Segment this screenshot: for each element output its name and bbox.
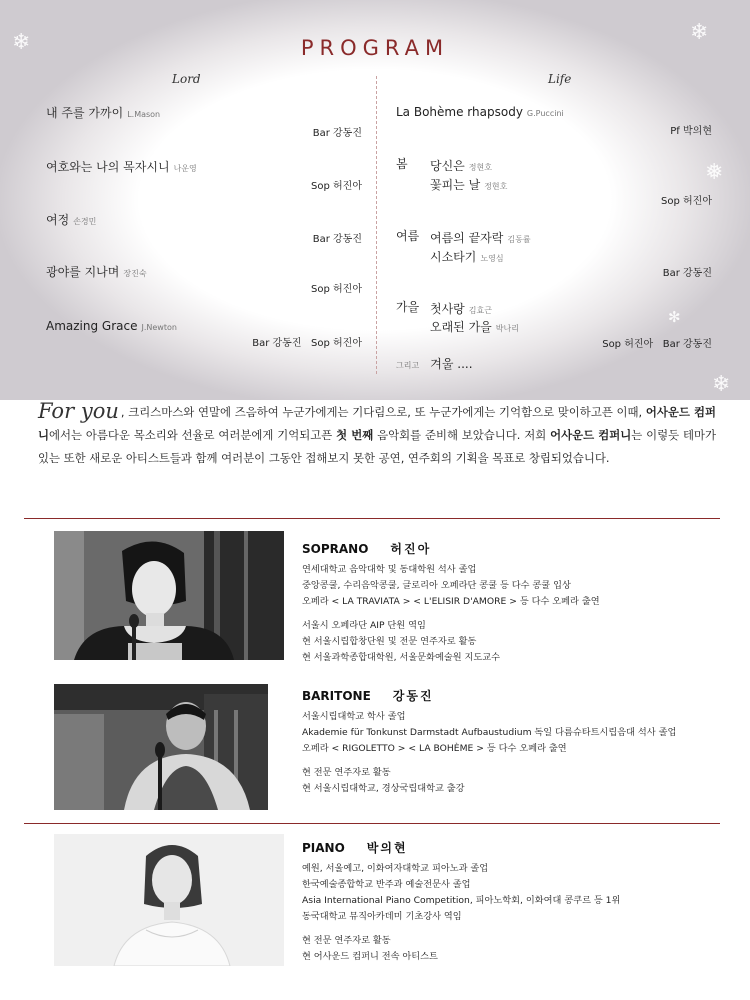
composer: 손경민 <box>73 217 97 226</box>
bio-line: 현 서울시립합창단원 및 전문 연주자로 활동 <box>302 636 477 647</box>
baritone-portrait-illustration <box>54 684 268 810</box>
bio-line: 서울시 오페라단 AIP 단원 역임 <box>302 620 426 631</box>
bio-line: 예원, 서울예고, 이화여자대학교 피아노과 졸업 <box>302 863 489 874</box>
program-item <box>46 315 177 334</box>
soprano-photo <box>54 531 284 660</box>
program-item <box>430 246 504 265</box>
bio-line: 한국예술종합학교 반주과 예술전문사 졸업 <box>302 879 471 890</box>
bio-line: 현 서울과학종합대학원, 서울문화예술원 지도교수 <box>302 652 501 663</box>
bio-line: 서울시립대학교 학사 졸업 <box>302 711 406 722</box>
performer: Sop 허진아 <box>311 284 362 295</box>
performer: Sop 허진아 <box>311 181 362 192</box>
section-rule <box>24 518 720 519</box>
pianist-portrait-illustration <box>54 834 284 966</box>
program-item <box>430 227 531 246</box>
song-title: Amazing Grace <box>46 319 138 333</box>
intro-paragraph <box>38 400 716 470</box>
program-item <box>46 261 147 280</box>
bio-line: 중앙콩쿨, 수리음악콩쿨, 글로리아 오페라단 콩쿨 등 다수 콩쿨 입상 <box>302 580 571 591</box>
song-title: 당신은 <box>430 159 465 173</box>
spacer <box>302 757 732 765</box>
snowflake-icon: ❄ <box>712 372 731 397</box>
role-label: PIANO <box>302 841 345 855</box>
performer: Pf 박의현 <box>670 126 712 137</box>
program-item <box>430 316 519 335</box>
composer: 박나리 <box>495 324 519 333</box>
program-item <box>46 156 197 175</box>
song-title: 여호와는 나의 목자시니 <box>46 160 170 174</box>
intro-text: 음악회를 준비해 보았습니다. 저희 <box>373 428 551 442</box>
program-item <box>396 101 564 120</box>
song-title: 광야를 지나며 <box>46 265 120 279</box>
bio-line: 현 전문 연주자로 활동 <box>302 767 391 778</box>
season-label: 여름 <box>396 229 420 243</box>
performer: Bar 강동진 <box>312 128 362 139</box>
snowflake-icon: ✻ <box>668 308 681 326</box>
snowflake-icon: ❄ <box>12 30 31 55</box>
composer: 노영심 <box>480 254 504 263</box>
composer: 김효근 <box>468 306 492 315</box>
finale-prefix: 그리고 <box>396 361 420 370</box>
composer: 정현호 <box>468 163 492 172</box>
performer: Sop 허진아 <box>661 196 712 207</box>
season-label: 가을 <box>396 300 420 314</box>
composer: L.Mason <box>127 110 161 119</box>
soprano-heading <box>302 540 431 557</box>
baritone-photo <box>54 684 268 810</box>
role-label: SOPRANO <box>302 542 369 556</box>
program-item <box>430 298 492 317</box>
performer: Bar 강동진 Sop 허진아 <box>252 338 362 349</box>
program-item <box>430 155 492 174</box>
section-rule <box>24 823 720 824</box>
bio-line: Akademie für Tonkunst Darmstadt Aufbaustudium 독일 다름슈타트시립음대 석사 졸업 <box>302 727 677 738</box>
intro-text: , 크리스마스와 연말에 즈음하여 누군가에게는 기다림으로, 또 누군가에게는 기억함으로 맞이하고픈 이때, <box>120 405 646 419</box>
composer: 장진숙 <box>123 269 147 278</box>
song-title: 여정 <box>46 213 70 227</box>
bio-line: 현 서울시립대학교, 경상국립대학교 출강 <box>302 783 465 794</box>
company-name: 어사운드 컴퍼니 <box>550 428 632 442</box>
bio-line: 오페라 < LA TRAVIATA > < L'ELISIR D'AMORE > 등 다수 오페라 출연 <box>302 596 600 607</box>
composer: 정현호 <box>484 182 508 191</box>
baritone-heading <box>302 687 434 704</box>
for-you-script: For you <box>38 399 119 423</box>
artist-name: 허진아 <box>390 542 432 556</box>
artist-name: 박의현 <box>366 841 408 855</box>
spacer <box>302 610 722 618</box>
performer: Bar 강동진 <box>312 234 362 245</box>
song-title: 오래된 가을 <box>430 320 492 334</box>
snowflake-icon: ❄ <box>690 20 709 45</box>
song-title: 시소타기 <box>430 250 477 264</box>
piano-heading <box>302 839 408 856</box>
composer: J.Newton <box>141 323 177 332</box>
finale <box>396 353 473 372</box>
song-title: 첫사랑 <box>430 302 465 316</box>
bio-line: 오페라 < RIGOLETTO > < LA BOHÈME > 등 다수 오페라 출연 <box>302 743 567 754</box>
bio-line: Asia International Piano Competition, 피아노학회, 이화여대 콩쿠르 등 1위 <box>302 895 621 906</box>
intro-text: 는 이렇듯 테마가 있는 또한 새로운 아티스트들과 함께 여러분이 그동안 접해보지 못한 공연, 연주회의 기획을 목표로 창립되었습니다. <box>38 428 716 465</box>
bio-line: 현 어사운드 컴퍼니 전속 아티스트 <box>302 951 438 962</box>
company-name: 어사운드 컴퍼니 <box>38 405 716 442</box>
column-divider <box>376 76 377 374</box>
composer: G.Puccini <box>526 109 564 118</box>
life-heading: Life <box>548 72 572 86</box>
soprano-portrait-illustration <box>54 531 284 660</box>
composer: 나운영 <box>173 164 197 173</box>
intro-text: 에서는 아름다운 목소리와 선율로 여러분에게 기억되고픈 <box>49 428 337 442</box>
piano-bio <box>302 861 722 965</box>
season-label: 봄 <box>396 157 408 171</box>
first-emphasis: 첫 번째 <box>336 428 374 442</box>
song-title: 여름의 끝자락 <box>430 231 504 245</box>
snowflake-icon: ❅ <box>705 160 724 185</box>
program-item <box>46 102 160 121</box>
finale-text: 겨울 .... <box>430 357 473 371</box>
program-title: PROGRAM <box>300 36 450 60</box>
program-item <box>46 209 96 228</box>
composer: 김동률 <box>507 235 531 244</box>
pianist-photo <box>54 834 284 966</box>
lord-heading: Lord <box>172 72 201 86</box>
artist-name: 강동진 <box>392 689 434 703</box>
bio-line: 연세대학교 음악대학 및 동대학원 석사 졸업 <box>302 564 477 575</box>
role-label: BARITONE <box>302 689 371 703</box>
performer: Bar 강동진 <box>662 268 712 279</box>
song-title: 꽃피는 날 <box>430 178 481 192</box>
program-item <box>430 174 507 193</box>
bio-line: 현 전문 연주자로 활동 <box>302 935 391 946</box>
song-title: 내 주를 가까이 <box>46 106 124 120</box>
spacer <box>302 925 722 933</box>
baritone-bio <box>302 709 732 797</box>
soprano-bio <box>302 562 722 666</box>
performer: Sop 허진아 Bar 강동진 <box>602 339 712 350</box>
bio-line: 동국대학교 뮤직아카데미 기초강사 역임 <box>302 911 462 922</box>
song-title: La Bohème rhapsody <box>396 105 523 119</box>
